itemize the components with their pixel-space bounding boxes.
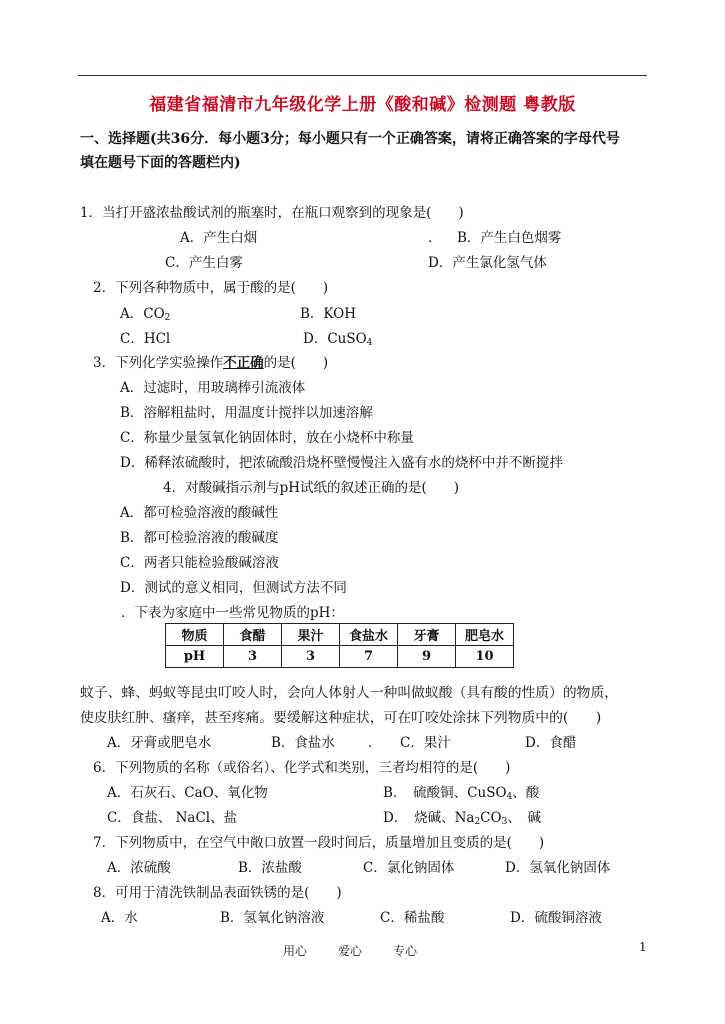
footer-word-1: 用心 bbox=[283, 944, 308, 958]
q6-option-b: B． 硫酸铜、CuSO$_4$、酸 bbox=[383, 785, 540, 802]
page-title: 福建省福清市九年级化学上册《酸和碱》检测题 粤教版 bbox=[149, 95, 576, 115]
q4-option-d: D．测试的意义相同，但测试方法不同 bbox=[120, 580, 347, 596]
ph-table bbox=[165, 623, 514, 668]
q5-option-c: C．果汁 bbox=[400, 735, 451, 751]
q1-option-b: B．产生白色烟雾 bbox=[457, 230, 562, 246]
q3-stem: 3．下列化学实验操作不正确的是( ) bbox=[93, 355, 329, 371]
ph-table-header-row bbox=[166, 624, 514, 646]
ph-table-header-cell: 食盐水 bbox=[340, 624, 398, 646]
q8-stem: 8．可用于清洗铁制品表面铁锈的是( ) bbox=[93, 885, 342, 901]
ph-table-value-cell: 3 bbox=[282, 646, 340, 668]
q8-option-c: C．稀盐酸 bbox=[380, 910, 445, 926]
q5-option-d: D．食醋 bbox=[525, 735, 577, 751]
q7-option-d: D．氢氧化钠固体 bbox=[505, 860, 611, 876]
q7-option-a: A．浓硫酸 bbox=[107, 860, 171, 876]
page-number: 1 bbox=[639, 940, 647, 954]
ph-table-header-cell: 牙膏 bbox=[398, 624, 456, 646]
q3-option-c: C．称量少量氢氧化钠固体时，放在小烧杯中称量 bbox=[120, 430, 414, 446]
q2-option-c: C．HCl bbox=[120, 331, 171, 347]
q4-option-b: B．都可检验溶液的酸碱度 bbox=[120, 530, 279, 546]
q5-body-line1: 蚊子、蜂、蚂蚁等昆虫叮咬人时，会向人体射人一种叫做蚁酸（具有酸的性质）的物质， bbox=[80, 685, 619, 701]
ph-table-header-cell: 果汁 bbox=[282, 624, 340, 646]
q5-body-line2: 使皮肤红肿、瘙痒，甚至疼痛。要缓解这种症状，可在叮咬处涂抹下列物质中的( ) bbox=[80, 710, 602, 726]
q1-mark: ． bbox=[428, 230, 442, 246]
q5-intro: ．下表为家庭中一些常见物质的pH： bbox=[121, 605, 344, 621]
q6-option-a: A．石灰石、CaO、氧化物 bbox=[107, 785, 268, 801]
section-heading-line2: 填在题号下面的答题栏内) bbox=[80, 155, 241, 171]
ph-table-value-cell: pH bbox=[166, 646, 224, 668]
q1-option-a: A．产生白烟 bbox=[180, 230, 258, 246]
ph-table-value-cell: 9 bbox=[398, 646, 456, 668]
q2-option-a: A．$CO_2$ bbox=[120, 306, 171, 323]
q3-option-a: A．过滤时，用玻璃棒引流液体 bbox=[120, 380, 306, 396]
q6-option-c: C．食盐、 NaCl、盐 bbox=[107, 810, 238, 826]
header-rule bbox=[78, 75, 647, 76]
q1-option-c: C．产生白雾 bbox=[165, 255, 243, 271]
q5-mark: ． bbox=[368, 735, 382, 751]
ph-table-value-cell: 7 bbox=[340, 646, 398, 668]
section-heading-line1: 一、选择题(共36分．每小题3分；每小题只有一个正确答案，请将正确答案的字母代号 bbox=[80, 131, 620, 147]
footer-word-3: 专心 bbox=[393, 944, 418, 958]
footer-word-2: 爱心 bbox=[338, 944, 363, 958]
q6-option-d: D． 烧碱、$Na_2CO_3$、 碱 bbox=[383, 810, 542, 827]
q2-option-b: B．KOH bbox=[300, 306, 356, 322]
q3-option-b: B．溶解粗盐时，用温度计搅拌以加速溶解 bbox=[120, 405, 373, 421]
q6-stem: 6．下列物质的名称（或俗名）、化学式和类别，三者均相符的是( ) bbox=[93, 760, 511, 776]
q5-option-b: B．食盐水 bbox=[271, 735, 335, 751]
q8-option-d: D．硫酸铜溶液 bbox=[510, 910, 602, 926]
ph-table-header-cell: 肥皂水 bbox=[456, 624, 514, 646]
q8-option-b: B．氢氧化钠溶液 bbox=[220, 910, 325, 926]
q2-option-d: D．CuSO$_4$ bbox=[303, 331, 373, 348]
ph-table-value-cell: 3 bbox=[224, 646, 282, 668]
q8-option-a: A．水 bbox=[101, 910, 138, 926]
q2-stem: 2．下列各种物质中，属于酸的是( ) bbox=[93, 280, 329, 296]
q5-option-a: A．牙膏或肥皂水 bbox=[107, 735, 212, 751]
ph-table-header-cell: 食醋 bbox=[224, 624, 282, 646]
ph-table-value-row bbox=[166, 646, 514, 668]
ph-table-header-cell: 物质 bbox=[166, 624, 224, 646]
q7-option-c: C．氯化钠固体 bbox=[363, 860, 455, 876]
q4-stem: 4．对酸碱指示剂与pH试纸的叙述正确的是( ) bbox=[163, 480, 460, 496]
q1-option-d: D．产生氯化氢气体 bbox=[428, 255, 547, 271]
q7-stem: 7．下列物质中，在空气中敞口放置一段时间后，质量增加且变质的是( ) bbox=[93, 835, 545, 851]
ph-table-value-cell: 10 bbox=[456, 646, 514, 668]
q4-option-a: A．都可检验溶液的酸碱性 bbox=[120, 505, 279, 521]
q7-option-b: B．浓盐酸 bbox=[238, 860, 302, 876]
q4-option-c: C．两者只能检验酸碱溶液 bbox=[120, 555, 279, 571]
q1-stem: 1．当打开盛浓盐酸试剂的瓶塞时，在瓶口观察到的现象是( ) bbox=[80, 205, 464, 221]
q3-option-d: D．稀释浓硫酸时，把浓硫酸沿烧杯壁慢慢注入盛有水的烧杯中并不断搅拌 bbox=[120, 455, 563, 471]
